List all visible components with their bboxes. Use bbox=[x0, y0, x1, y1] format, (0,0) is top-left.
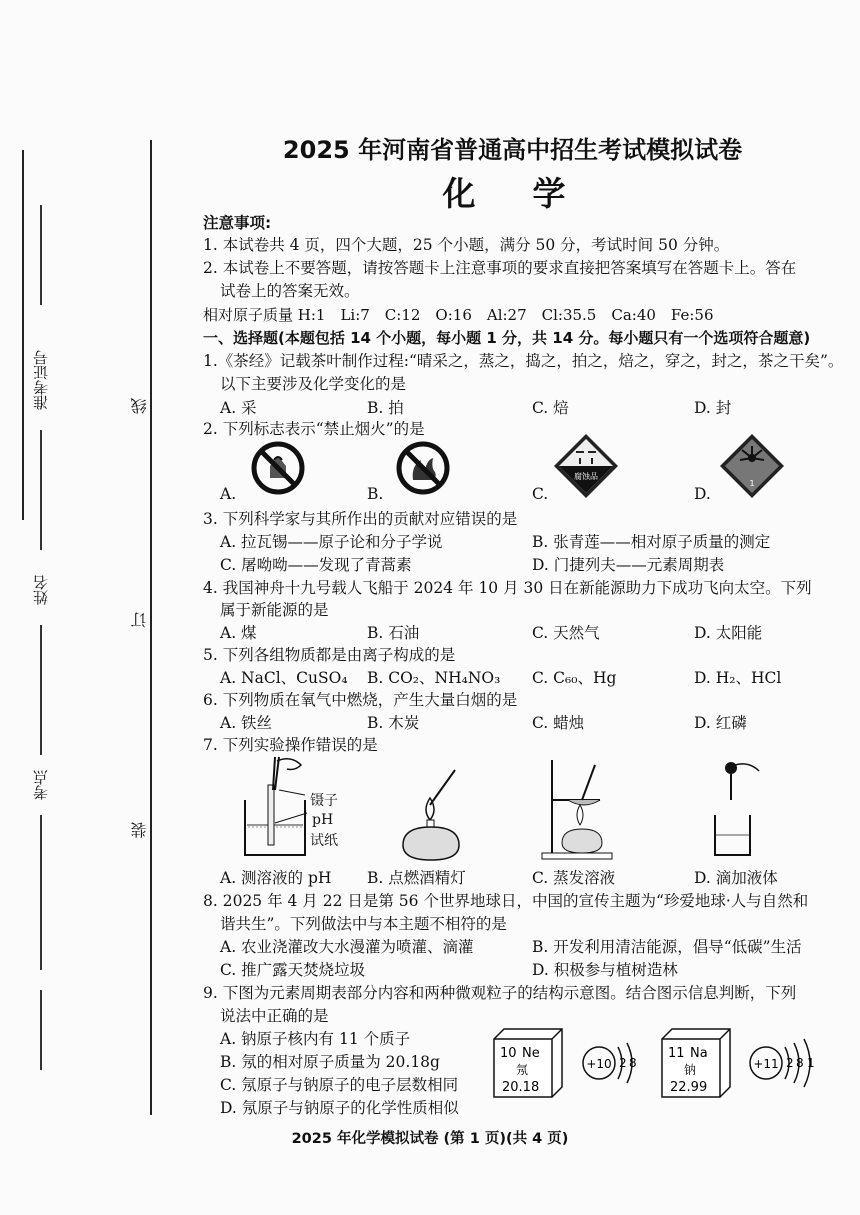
dropping-liquid-figure bbox=[705, 760, 775, 860]
question-stem: 1.《茶经》记载茶叶制作过程:“晴采之，蒸之，捣之，拍之，焙之，穿之，封之，茶之干矣”。 bbox=[203, 352, 844, 370]
ph-label: pH bbox=[312, 812, 334, 828]
option-b: B. 氖的相对原子质量为 20.18g bbox=[220, 1053, 440, 1071]
question-stem: 8. 2025 年 4 月 22 日是第 56 个世界地球日，中国的宣传主题为“珍爱地球·人与自然和 bbox=[203, 892, 809, 910]
option-c: C. 屠呦呦——发现了青蒿素 bbox=[220, 556, 412, 574]
sodium-symbol: Na bbox=[690, 1046, 708, 1061]
option-d: D. 氖原子与钠原子的化学性质相似 bbox=[220, 1099, 459, 1117]
question-stem: 4. 我国神舟十九号载人飞船于 2024 年 10 月 30 日在新能源助力下成功飞向太空。下列 bbox=[203, 579, 812, 597]
subject-title: 化 学 bbox=[442, 174, 578, 213]
binding-char-install: 装 bbox=[130, 822, 149, 838]
element-figure bbox=[490, 1025, 840, 1105]
option-c: C. 氖原子与钠原子的电子层数相同 bbox=[220, 1076, 459, 1094]
neon-name: 氖 bbox=[516, 1063, 529, 1077]
question-stem: 9. 下图为元素周期表部分内容和两种微观粒子的结构示意图。结合图示信息判断，下列 bbox=[203, 984, 797, 1002]
section-heading: 一、选择题(本题包括 14 个小题，每小题 1 分，共 14 分。每小题只有一个选项符合题意) bbox=[203, 329, 811, 347]
no-smoking-sign-icon bbox=[250, 440, 310, 496]
question-stem: 6. 下列物质在氧气中燃烧，产生大量白烟的是 bbox=[203, 691, 518, 709]
option-a: A. 测溶液的 pH bbox=[220, 869, 332, 887]
neon-shell-1: 2 bbox=[619, 1056, 627, 1070]
question-stem: 以下主要涉及化学变化的是 bbox=[220, 375, 407, 393]
option-a: A. 煤 bbox=[220, 624, 257, 642]
option-a: A. 拉瓦锡——原子论和分子学说 bbox=[220, 533, 443, 551]
exam-site-label: 考点 bbox=[32, 770, 50, 800]
neon-card bbox=[494, 1029, 562, 1097]
question-stem: 属于新能源的是 bbox=[220, 601, 329, 619]
option-d: D. 红磷 bbox=[694, 714, 747, 732]
option-c: C. C₆₀、Hg bbox=[532, 669, 617, 687]
option-b: B. CO₂、NH₄NO₃ bbox=[367, 669, 501, 687]
sodium-card bbox=[662, 1029, 730, 1097]
option-c: C. 蜡烛 bbox=[532, 714, 585, 732]
binding-char-order: 订 bbox=[130, 612, 149, 628]
explosive-sign-text: 1 bbox=[749, 479, 755, 488]
neon-shell-2: 8 bbox=[629, 1056, 637, 1070]
option-d: D. bbox=[694, 485, 711, 503]
sodium-atom-diagram bbox=[750, 1039, 815, 1087]
option-a: A. 采 bbox=[220, 399, 257, 417]
evaporation-figure bbox=[540, 755, 620, 865]
neon-symbol: Ne bbox=[522, 1046, 540, 1061]
option-b: B. 木炭 bbox=[367, 714, 420, 732]
name-rule bbox=[40, 625, 42, 755]
option-d: D. 积极参与植树造林 bbox=[532, 961, 678, 979]
question-stem: 3. 下列科学家与其所作出的贡献对应错误的是 bbox=[203, 510, 518, 528]
exam-number-label: 准考证号 bbox=[32, 350, 50, 410]
option-d: D. 太阳能 bbox=[694, 624, 763, 642]
option-d: D. 封 bbox=[694, 399, 732, 417]
option-b: B. 开发利用清洁能源，倡导“低碳”生活 bbox=[532, 938, 802, 956]
exam-site-rule bbox=[40, 815, 42, 970]
notice-item: 2. 本试卷上不要答题，请按答题卡上注意事项的要求直接把答案填写在答题卡上。答在 bbox=[203, 259, 797, 277]
option-b: B. 点燃酒精灯 bbox=[367, 869, 466, 887]
exam-title: 2025 年河南省普通高中招生考试模拟试卷 bbox=[282, 136, 743, 164]
option-b: B. 张青莲——相对原子质量的测定 bbox=[532, 533, 771, 551]
notice-item: 试卷上的答案无效。 bbox=[220, 282, 360, 300]
option-a: A. 农业浇灌改大水漫灌为喷灌、滴灌 bbox=[220, 938, 474, 956]
option-d: D. 门捷列夫——元素周期表 bbox=[532, 556, 725, 574]
test-paper-label: 试纸 bbox=[310, 833, 338, 849]
question-stem: 7. 下列实验操作错误的是 bbox=[203, 736, 378, 754]
sodium-nucleus: +11 bbox=[753, 1057, 779, 1071]
option-b: B. bbox=[367, 485, 384, 503]
page-footer: 2025 年化学模拟试卷 (第 1 页)(共 4 页) bbox=[291, 1131, 569, 1147]
notice-item: 1. 本试卷共 4 页，四个大题，25 个小题，满分 50 分，考试时间 50 分钟。 bbox=[203, 236, 730, 254]
no-fire-sign-icon bbox=[395, 440, 455, 496]
binding-char-line: 线 bbox=[130, 398, 149, 414]
corrosive-sign-icon bbox=[552, 432, 620, 500]
option-a: A. bbox=[220, 485, 237, 503]
option-a: A. 铁丝 bbox=[220, 714, 273, 732]
question-stem: 2. 下列标志表示“禁止烟火”的是 bbox=[203, 420, 425, 438]
option-b: B. 石油 bbox=[367, 624, 420, 642]
exam-number-rule bbox=[40, 430, 42, 550]
notice-heading: 注意事项: bbox=[203, 214, 272, 232]
corrosive-sign-text: 腐蚀品 bbox=[574, 472, 598, 481]
question-stem: 说法中正确的是 bbox=[220, 1007, 329, 1025]
option-c: C. 推广露天焚烧垃圾 bbox=[220, 961, 366, 979]
option-a: A. NaCl、CuSO₄ bbox=[220, 669, 348, 687]
binding-line-left bbox=[22, 150, 24, 520]
tweezers-label: 镊子 bbox=[310, 793, 338, 809]
option-b: B. 拍 bbox=[367, 399, 404, 417]
sodium-shell-2: 8 bbox=[796, 1056, 804, 1070]
binding-rule bbox=[40, 205, 42, 305]
option-a: A. 钠原子核内有 11 个质子 bbox=[220, 1030, 411, 1048]
option-c: C. 天然气 bbox=[532, 624, 600, 642]
name-label: 姓名 bbox=[32, 575, 50, 605]
sodium-shell-1: 2 bbox=[786, 1056, 794, 1070]
bottom-rule bbox=[40, 990, 42, 1070]
neon-number: 10 bbox=[500, 1046, 517, 1061]
neon-mass: 20.18 bbox=[502, 1080, 540, 1095]
neon-nucleus: +10 bbox=[586, 1057, 612, 1071]
option-d: D. 滴加液体 bbox=[694, 869, 778, 887]
question-stem: 5. 下列各组物质都是由离子构成的是 bbox=[203, 646, 456, 664]
option-c: C. bbox=[532, 485, 549, 503]
sodium-shell-3: 1 bbox=[807, 1056, 815, 1070]
sodium-name: 钠 bbox=[684, 1063, 697, 1077]
neon-atom-diagram bbox=[583, 1043, 637, 1083]
option-d: D. H₂、HCl bbox=[694, 669, 782, 687]
atomic-mass-line: 相对原子质量 H:1 Li:7 C:12 O:16 Al:27 Cl:35.5 Ca:40 Fe:56 bbox=[203, 306, 714, 324]
sodium-number: 11 bbox=[668, 1046, 685, 1061]
sodium-mass: 22.99 bbox=[670, 1080, 708, 1095]
alcohol-lamp-figure bbox=[395, 765, 470, 865]
option-c: C. 焙 bbox=[532, 399, 569, 417]
question-stem: 谐共生”。下列做法中与本主题不相符的是 bbox=[220, 915, 507, 933]
option-c: C. 蒸发溶液 bbox=[532, 869, 616, 887]
explosive-sign-icon bbox=[718, 432, 786, 500]
